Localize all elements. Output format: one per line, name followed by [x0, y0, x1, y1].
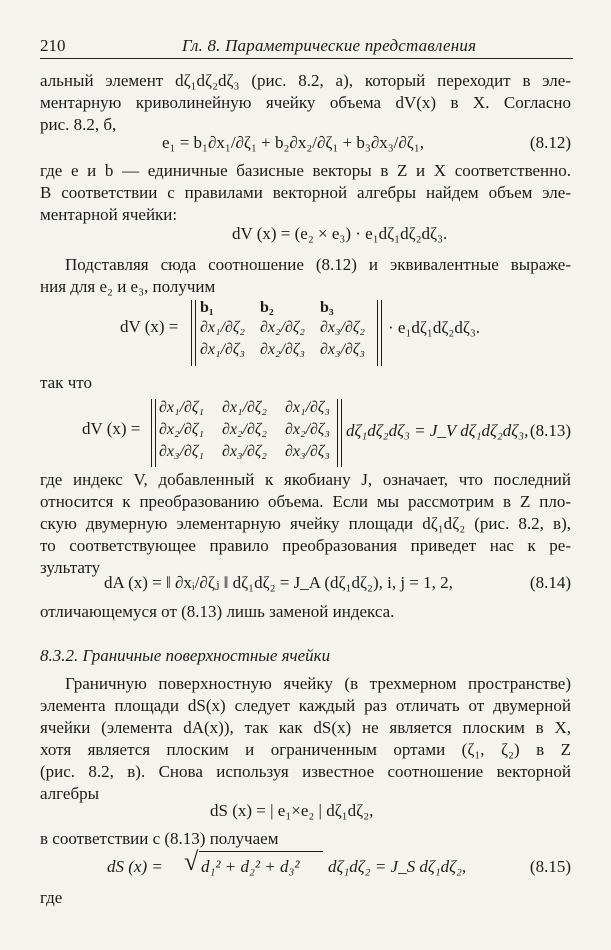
- sqrt-sign: √: [184, 847, 199, 876]
- section-heading: 8.3.2. Граничные поверхностные ячейки: [40, 646, 331, 665]
- page-number: 210: [40, 36, 66, 55]
- text-line: скую двумерную элементарную ячейку площади dζ₁dζ₂ (рис. 8.2, в),: [40, 514, 571, 533]
- text-line: рис. 8.2, б,: [40, 115, 117, 134]
- equation-number: (8.12): [529, 133, 571, 152]
- det-bar: [191, 300, 192, 366]
- det-bar: [341, 399, 342, 467]
- eq-rhs: dζ₁dζ₂ = J_S dζ₁dζ₂,: [328, 857, 467, 876]
- det-cell: ∂x₂/∂ζ₁: [159, 421, 204, 438]
- text-line: где: [40, 888, 63, 907]
- text-line: В соответствии с правилами векторной алгебры найдем объем эле-: [40, 183, 571, 202]
- text-line: ния для e₂ и e₃, получим: [40, 277, 216, 296]
- text-line: где индекс V, добавленный к якобиану J, означает, что последний: [40, 470, 571, 489]
- text-line: ментарную криволинейную ячейку объема dV(x) в X. Согласно: [40, 93, 571, 112]
- det-cell: ∂x₂/∂ζ₃: [260, 341, 305, 358]
- text-line: алгебры: [40, 784, 100, 803]
- det-lhs: dV (x) =: [120, 317, 179, 336]
- det-cell: ∂x₃/∂ζ₃: [320, 341, 365, 358]
- equation-8-12: e₁ = b₁∂x₁/∂ζ₁ + b₂∂x₂/∂ζ₁ + b₃∂x₃/∂ζ₁,: [162, 133, 425, 152]
- det-rhs: · e₁dζ₁dζ₂dζ₃.: [388, 318, 481, 337]
- det-cell: ∂x₃/∂ζ₂: [320, 319, 365, 336]
- text-line: где e и b — единичные базисные векторы в Z и X соответственно.: [40, 161, 571, 180]
- det-cell: ∂x₃/∂ζ₃: [285, 443, 330, 460]
- text-line: ячейки (элемента dA(x)), так как dS(x) не является плоским в X,: [40, 718, 571, 737]
- header-rule: [40, 58, 573, 59]
- det-rhs: dζ₁dζ₂dζ₃ = J_V dζ₁dζ₂dζ₃,: [346, 421, 529, 440]
- det-cell: ∂x₂/∂ζ₃: [285, 421, 330, 438]
- det-bar: [151, 399, 152, 467]
- text-line: в соответствии с (8.13) получаем: [40, 829, 279, 848]
- det-bar: [381, 300, 382, 366]
- det-cell: ∂x₃/∂ζ₁: [159, 443, 204, 460]
- text-line: ментарной ячейки:: [40, 205, 178, 224]
- equation-8-14: dA (x) = ‖ ∂xᵢ/∂ζⱼ ‖ dζ₁dζ₂ = J_A (dζ₁dζ₂), i, j = 1, 2,: [104, 573, 453, 592]
- running-title: Гл. 8. Параметрические представления: [182, 36, 477, 55]
- equation-number: (8.14): [529, 573, 571, 592]
- text-line: относится к преобразованию объема. Если мы рассмотрим в Z пло-: [40, 492, 571, 511]
- det-cell: ∂x₁/∂ζ₂: [200, 319, 245, 336]
- equation-number: (8.15): [529, 857, 571, 876]
- det-bar: [377, 300, 378, 366]
- text-line: Граничную поверхностную ячейку (в трехмерном пространстве): [65, 674, 571, 693]
- page-header: [40, 36, 573, 58]
- text-line: (рис. 8.2, в). Снова используя известное соотношение векторной: [40, 762, 571, 781]
- det-cell: ∂x₁/∂ζ₁: [159, 399, 204, 416]
- text-line: так что: [40, 373, 92, 392]
- det-bar: [337, 399, 338, 467]
- text-line: зультату: [40, 558, 101, 577]
- text-line: хотя является плоским и ограниченным ортами (ζ₁, ζ₂) в Z: [40, 740, 571, 759]
- text-line: то соответствующее правило преобразования приведет нас к ре-: [40, 536, 571, 555]
- det-cell: ∂x₁/∂ζ₃: [285, 399, 330, 416]
- det-bar: [195, 300, 196, 366]
- eq-lhs: dS (x) =: [107, 857, 163, 876]
- equation-number: (8.13): [529, 421, 571, 440]
- equation-ds: dS (x) = | e₁×e₂ | dζ₁dζ₂,: [210, 801, 374, 820]
- det-cell: b₂: [260, 299, 274, 316]
- sqrt-overline: [199, 851, 323, 853]
- text-line: Подставляя сюда соотношение (8.12) и эквивалентные выраже-: [65, 255, 571, 274]
- det-cell: b₃: [320, 299, 334, 316]
- det-lhs: dV (x) =: [82, 419, 141, 438]
- text-line: альный элемент dζ₁dζ₂dζ₃ (рис. 8.2, а), который переходит в эле-: [40, 71, 571, 90]
- text-line: отличающемуся от (8.13) лишь заменой индекса.: [40, 602, 395, 621]
- equation-dv: dV (x) = (e₂ × e₃) · e₁dζ₁dζ₂dζ₃.: [232, 224, 448, 243]
- eq-radicand: d₁² + d₂² + d₃²: [201, 857, 300, 876]
- det-cell: b₁: [200, 299, 214, 316]
- det-cell: ∂x₁/∂ζ₂: [222, 399, 267, 416]
- det-cell: ∂x₃/∂ζ₂: [222, 443, 267, 460]
- det-bar: [155, 399, 156, 467]
- det-cell: ∂x₂/∂ζ₂: [222, 421, 267, 438]
- det-cell: ∂x₂/∂ζ₂: [260, 319, 305, 336]
- det-cell: ∂x₁/∂ζ₃: [200, 341, 245, 358]
- text-line: элемента площади dS(x) следует каждый раз отличать от двумерной: [40, 696, 571, 715]
